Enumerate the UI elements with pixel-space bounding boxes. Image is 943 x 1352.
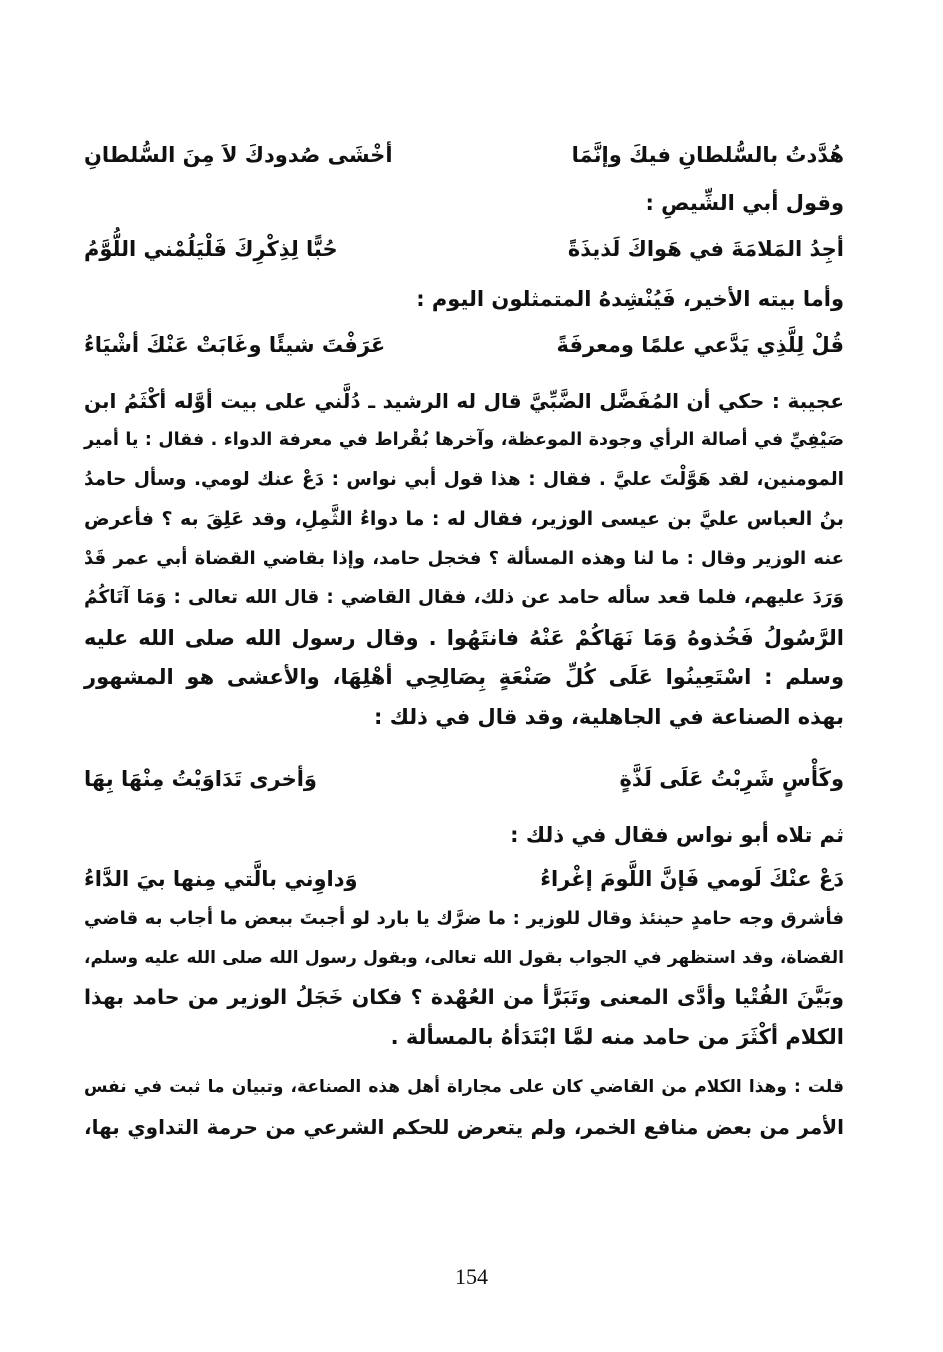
verse-line (84, 864, 844, 894)
text-line: وقول أبي الشِّيصِ : (645, 191, 844, 215)
page-number: 154 (455, 1264, 488, 1289)
paragraph-line: بهذه الصناعة في الجاهلية، وقد قال في ذلك : (374, 705, 844, 729)
paragraph-line: عنه الوزير وقال : ما لنا وهذه المسألة ؟ فخجل حامد، وإذا بقاضي القضاة أبي عمر قَدْ (84, 548, 844, 569)
paragraph-line: الأمر من بعض منافع الخمر، ولم يتعرض للحكم الشرعي من حرمة التداوي بها، (84, 1115, 844, 1139)
verse-line (84, 234, 844, 264)
verse-first-hemistich: هُدَّدتُ بالسُّلطانِ فيكَ وإنَّمَا (571, 143, 844, 167)
paragraph-line: صَيْفِيِّ في أصالة الرأي وجودة الموعظة، وآخرها بُقْراط في معرفة الدواء . فقال : يا أمير (84, 430, 844, 450)
verse-line (84, 330, 844, 360)
verse-line (84, 140, 844, 170)
paragraph-line: الرَّسُولُ فَخُذوهُ وَمَا نَهَاكُمْ عَنْهُ فانتَهُوا . وقال رسول الله صلى الله عليه (84, 626, 844, 650)
verse-line (84, 764, 844, 794)
paragraph-line: بنُ العباس عليَّ بن عيسى الوزير، فقال له : ما دواءُ الثَّمِلِ، وقد عَلِقَ به ؟ فأعرض (84, 508, 844, 530)
paragraph-line: فأشرق وجه حامدٍ حينئذ وقال للوزير : ما ضرَّك يا بارد لو أجبتَ ببعض ما أجاب به قاضي (84, 908, 844, 929)
verse-second-hemistich: حُبًّا لِذِكْرِكَ فَلْيَلُمْني اللُّوَّمُ (84, 237, 338, 261)
paragraph-line: وَرَدَ عليهم، فلما قعد سأله حامد عن ذلك، فقال القاضي : قال الله تعالى : وَمَا آتَاكُمُ (84, 587, 844, 608)
verse-second-hemistich: وَداوِني بالَّتي مِنها بيَ الدَّاءُ (84, 867, 358, 891)
paragraph-line: الكلام أكْثَرَ من حامد منه لمَّا ابْتَدَأهُ بالمسألة . (390, 1025, 844, 1049)
verse-second-hemistich: أخْشَى صُدودكَ لاَ مِنَ السُّلطانِ (84, 143, 393, 167)
paragraph-line: عجيبة : حكي أن المُفَضَّل الضَّبِّيَّ قال له الرشيد ـ دُلَّني على بيت أوَّله أكْثَمُ ابن (84, 389, 844, 413)
paragraph-line: القضاة، وقد استظهر في الجواب بقول الله تعالى، وبقول رسول الله صلى الله عليه وسلم، (84, 948, 844, 968)
paragraph-line: وبَيَّنَ الفُتْيا وأدَّى المعنى وتَبَرَّأ من العُهْدة ؟ فكان خَجَلُ الوزير من حامد بهذا (84, 985, 844, 1009)
verse-second-hemistich: عَرَفْتَ شيئًا وغَابَتْ عَنْكَ أشْيَاءُ (84, 333, 386, 357)
verse-first-hemistich: دَعْ عنْكَ لَومي فَإنَّ اللَّومَ إغْراءُ (540, 867, 844, 891)
verse-first-hemistich: أجِدُ المَلامَةَ في هَواكَ لَذيذَةً (567, 237, 844, 261)
verse-first-hemistich: وكَأْسٍ شَرِبْتُ عَلَى لَذَّةٍ (619, 767, 844, 791)
text-line: ثم تلاه أبو نواس فقال في ذلك : (510, 823, 844, 847)
verse-second-hemistich: وَأخرى تَدَاوَيْتُ مِنْهَا بِهَا (84, 767, 317, 791)
paragraph-line: وسلم : اسْتَعِينُوا عَلَى كُلِّ صَنْعَةٍ بِصَالِحِي أهْلِهَا، والأعشى هو المشهور (84, 665, 844, 689)
text-line: وأما بيته الأخير، فَيُنْشِدهُ المتمثلون اليوم : (416, 287, 844, 311)
verse-first-hemistich: قُلْ لِلَّذِي يَدَّعي علمًا ومعرفَةً (556, 333, 844, 357)
paragraph-line: المومنين، لقد هَوَّلْتَ عليَّ . فقال : هذا قول أبي نواس : دَعْ عنك لومي. وسأل حامدُ (84, 469, 844, 490)
paragraph-line: قلت : وهذا الكلام من القاضي كان على مجاراة أهل هذه الصناعة، وتبيان ما ثبت في نفس (84, 1077, 844, 1097)
